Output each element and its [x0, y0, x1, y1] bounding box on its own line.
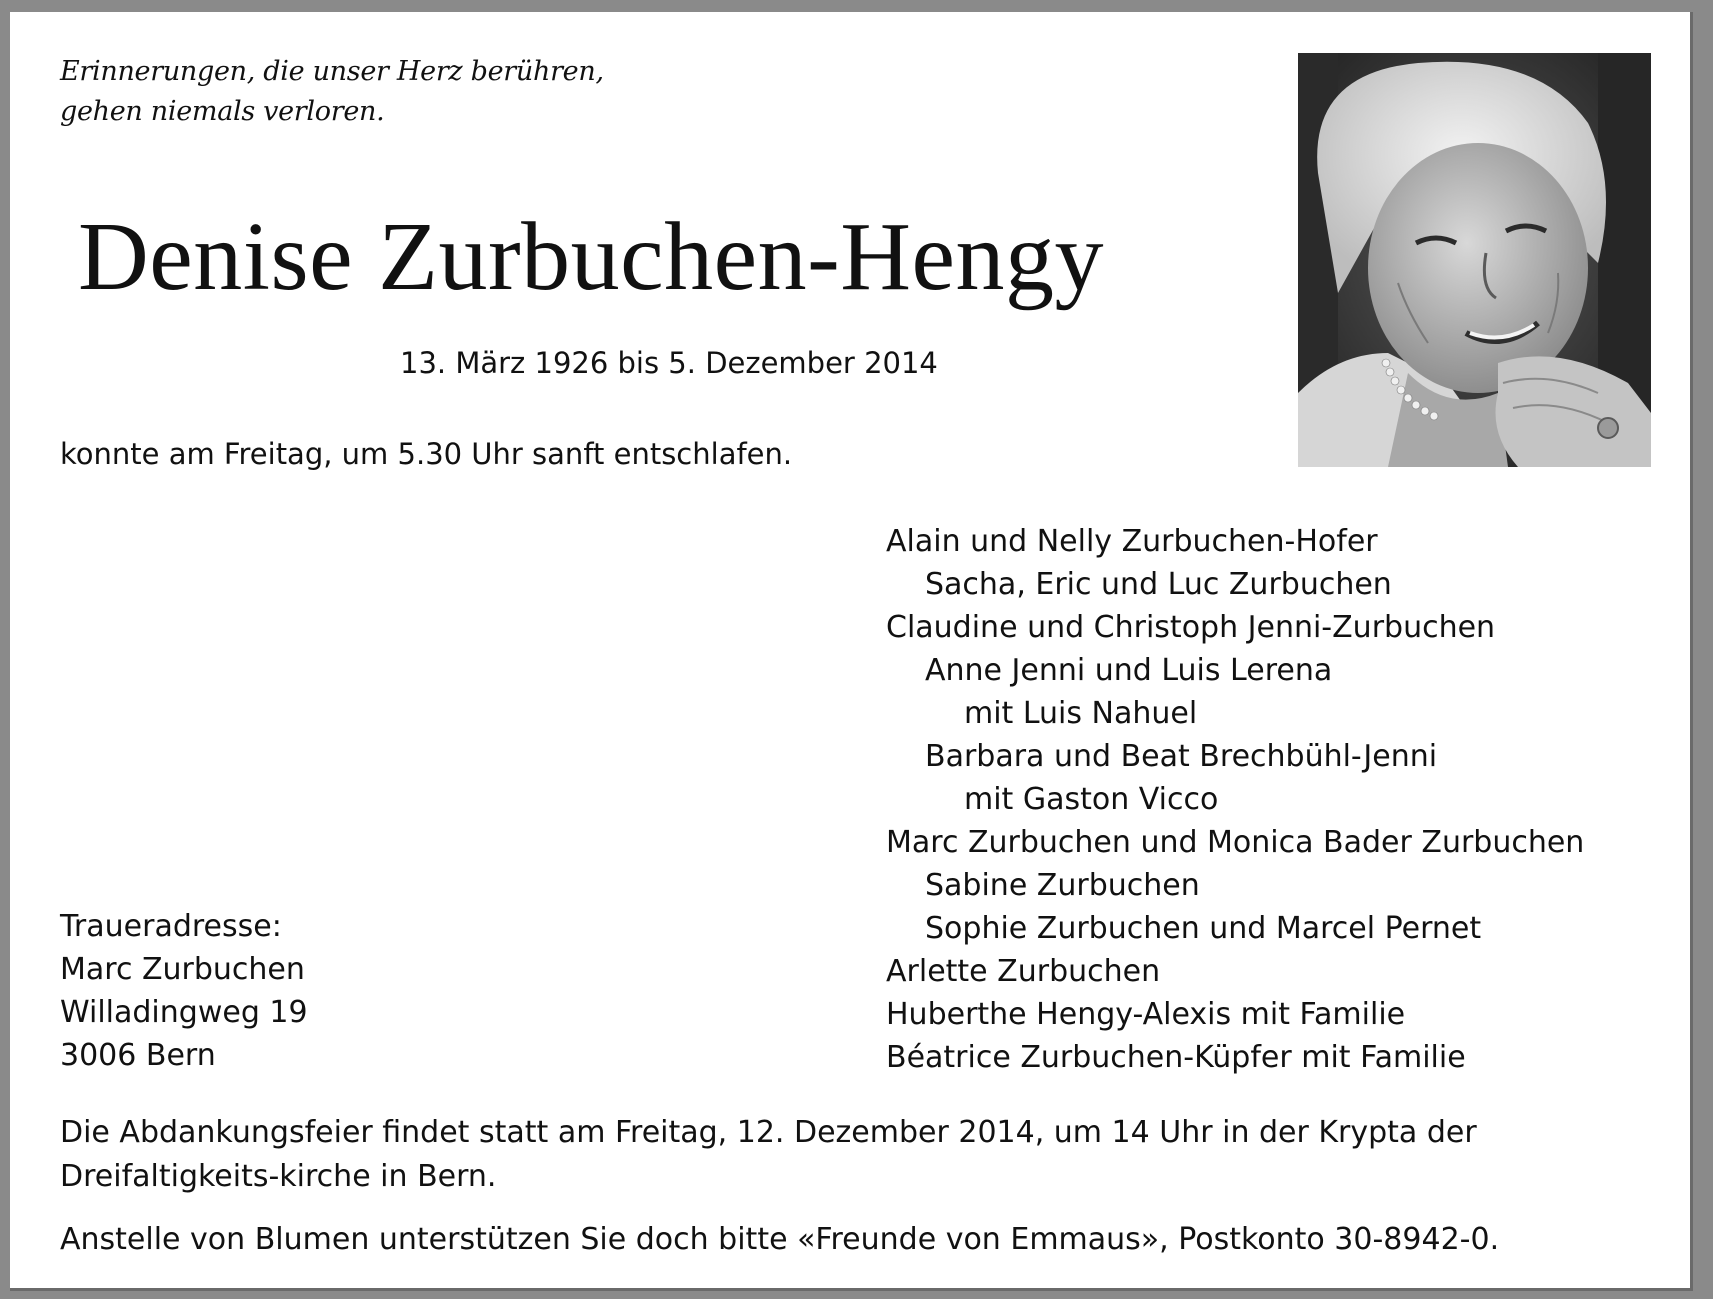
motto-line-2: gehen niemals verloren.: [60, 96, 385, 127]
obituary-page: [10, 12, 1693, 1291]
mourner-entry: Anne Jenni und Luis Lerena: [925, 653, 1333, 688]
mourner-entry: Alain und Nelly Zurbuchen-Hofer: [886, 524, 1378, 559]
portrait-photo: [1298, 53, 1651, 467]
donation-notice: Anstelle von Blumen unterstützen Sie doch bitte «Freunde von Emmaus», Postkonto 30-8942-0.: [60, 1222, 1500, 1257]
address-street: Willadingweg 19: [60, 995, 308, 1030]
address-name: Marc Zurbuchen: [60, 952, 305, 987]
mourners-list: [886, 520, 1584, 1079]
mourner-entry: Barbara und Beat Brechbühl-Jenni: [925, 739, 1438, 774]
address-city: 3006 Bern: [60, 1038, 216, 1073]
mourner-entry: Béatrice Zurbuchen-Küpfer mit Familie: [886, 1040, 1466, 1075]
mourner-entry: Huberthe Hengy-Alexis mit Familie: [886, 997, 1406, 1032]
address-label: Traueradresse:: [60, 909, 282, 944]
mourner-entry: mit Luis Nahuel: [964, 696, 1198, 731]
mourner-entry: Sabine Zurbuchen: [925, 868, 1200, 903]
mourner-entry: mit Gaston Vicco: [964, 782, 1219, 817]
mourner-entry: Marc Zurbuchen und Monica Bader Zurbuchen: [886, 825, 1585, 860]
portrait-illustration: [1298, 53, 1651, 467]
mourner-entry: Sacha, Eric und Luc Zurbuchen: [925, 567, 1392, 602]
mourner-entry: Claudine und Christoph Jenni-Zurbuchen: [886, 610, 1496, 645]
mourning-address: [60, 905, 308, 1077]
ceremony-notice: Die Abdankungsfeier findet statt am Freitag, 12. Dezember 2014, um 14 Uhr in der Krypta der Dreifaltigkeits-kirche in Bern.: [60, 1115, 1477, 1194]
motto-line-1: Erinnerungen, die unser Herz berühren,: [60, 56, 604, 87]
memorial-motto: [60, 52, 604, 132]
life-dates: 13. März 1926 bis 5. Dezember 2014: [400, 346, 938, 380]
passing-statement: konnte am Freitag, um 5.30 Uhr sanft entschlafen.: [60, 437, 793, 471]
mourner-entry: Arlette Zurbuchen: [886, 954, 1161, 989]
mourner-entry: Sophie Zurbuchen und Marcel Pernet: [925, 911, 1482, 946]
deceased-name: Denise Zurbuchen-Hengy: [78, 203, 1105, 311]
